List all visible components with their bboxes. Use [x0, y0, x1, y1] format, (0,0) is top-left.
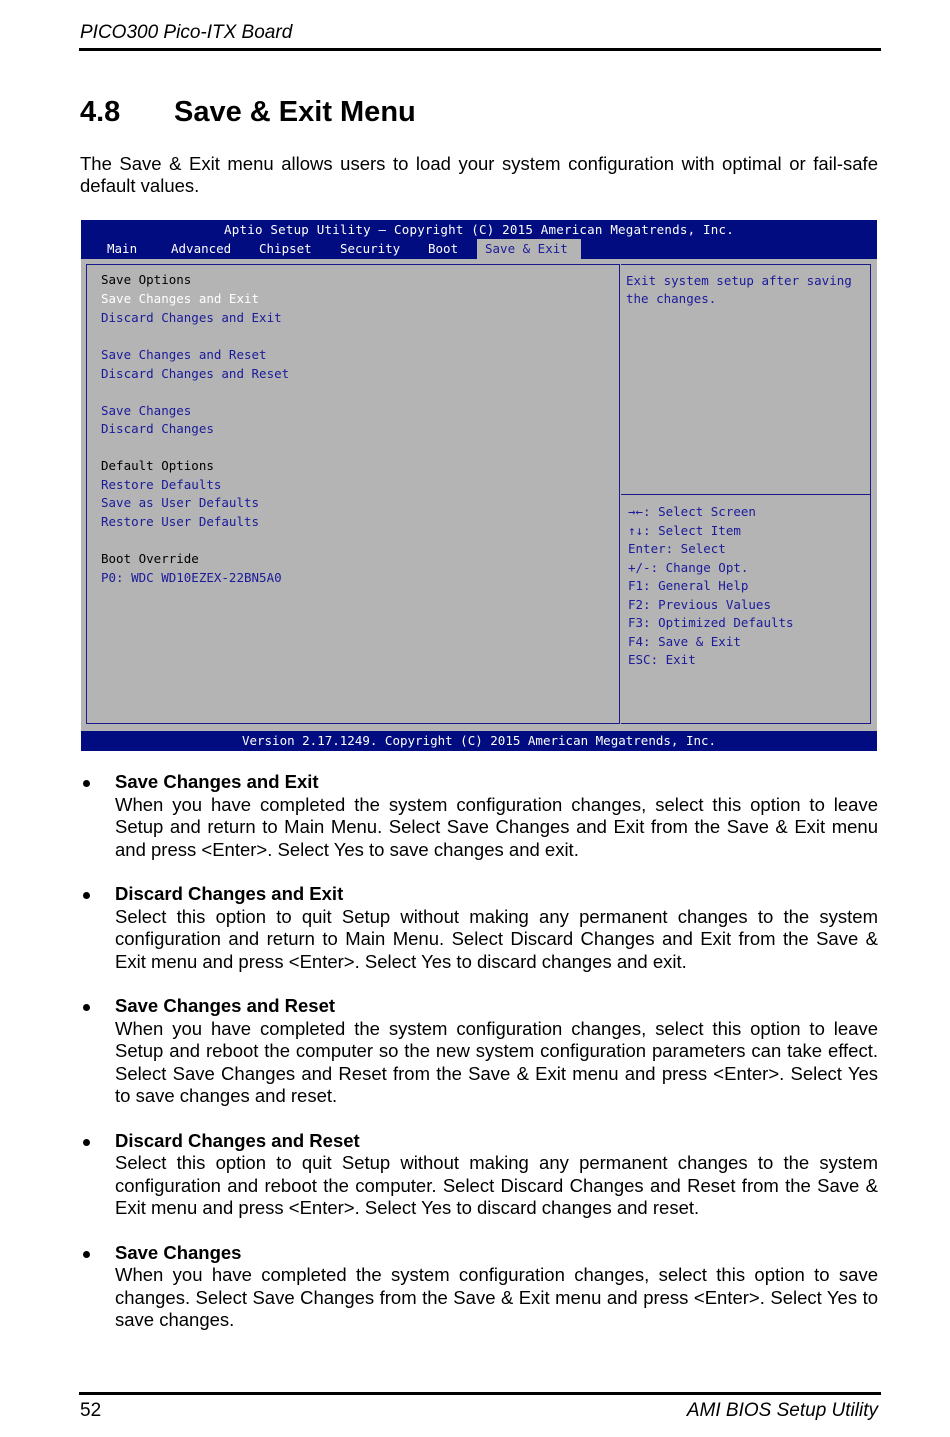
option-discard-changes[interactable]: Discard Changes: [101, 421, 214, 436]
list-item: [80, 771, 878, 861]
key-general-help: F1: General Help: [628, 578, 749, 593]
list-item: [80, 995, 878, 1108]
bios-screenshot: [81, 220, 877, 751]
running-header: PICO300 Pico-ITX Board: [80, 22, 293, 43]
option-discard-changes-and-reset[interactable]: Discard Changes and Reset: [101, 366, 290, 381]
header-rule: [79, 48, 881, 51]
option-boot-device[interactable]: P0: WDC WD10EZEX-22BN5A0: [101, 570, 282, 585]
key-previous-values: F2: Previous Values: [628, 597, 771, 612]
tab-boot[interactable]: Boot: [428, 241, 459, 256]
bios-title-bar: Aptio Setup Utility – Copyright (C) 2015 American Megatrends, Inc.: [81, 220, 877, 240]
key-optimized-defaults: F3: Optimized Defaults: [628, 615, 794, 630]
boot-override-header: Boot Override: [101, 551, 199, 566]
bullet-icon: [83, 1139, 90, 1146]
key-enter-select: Enter: Select: [628, 541, 726, 556]
running-footer: AMI BIOS Setup Utility: [686, 1400, 878, 1421]
tab-chipset[interactable]: Chipset: [259, 241, 312, 256]
bullet-icon: [83, 1251, 90, 1258]
bullet-text: When you have completed the system configuration changes, select this option to leave Setup and return to Main Menu. Select Save Changes and Exit from the Save & Exit menu and press <Enter>. Select Yes to save changes and exit.: [115, 793, 878, 860]
option-save-changes[interactable]: Save Changes: [101, 403, 192, 418]
help-text-line-2: the changes.: [626, 291, 717, 306]
bullet-title: Save Changes and Exit: [115, 771, 319, 792]
section-number: 4.8: [80, 96, 121, 128]
tab-main[interactable]: Main: [107, 241, 138, 256]
bullet-icon: [83, 780, 90, 787]
save-options-header: Save Options: [101, 272, 192, 287]
option-restore-user-defaults[interactable]: Restore User Defaults: [101, 514, 260, 529]
option-save-changes-and-reset[interactable]: Save Changes and Reset: [101, 347, 267, 362]
key-select-item: ↑↓: Select Item: [628, 523, 741, 538]
bullet-title: Save Changes and Reset: [115, 995, 336, 1016]
bullet-text: Select this option to quit Setup without making any permanent changes to the system configuration and return to Main Menu. Select Discard Changes and Exit from the Save & Exit menu and press <Enter>. Select Yes to discard changes and exit.: [115, 905, 878, 972]
bullet-title: Save Changes: [115, 1241, 242, 1263]
section-title: [80, 96, 416, 129]
footer-rule: [79, 1392, 881, 1395]
tab-security[interactable]: Security: [340, 241, 401, 256]
bullet-icon: [83, 892, 90, 899]
page-number: 52: [80, 1400, 102, 1421]
list-item: [80, 1130, 878, 1220]
option-descriptions: [80, 771, 878, 1354]
key-esc-exit: ESC: Exit: [628, 652, 696, 667]
intro-paragraph: The Save & Exit menu allows users to load your system configuration with optimal or fail-safe default values.: [80, 153, 878, 196]
option-save-changes-and-exit[interactable]: Save Changes and Exit: [101, 291, 260, 306]
bullet-title: Discard Changes and Exit: [115, 883, 344, 904]
section-title-text: Save & Exit Menu: [174, 96, 416, 128]
key-select-screen: →←: Select Screen: [628, 504, 756, 519]
bullet-text: When you have completed the system configuration changes, select this option to save changes. Select Save Changes from the Save & Exit menu and press <Enter>. Select Yes to save changes.: [115, 1264, 878, 1330]
bullet-text: When you have completed the system configuration changes, select this option to leave Setup and reboot the computer so the new system configuration parameters can take effect. Select Save Changes and Reset from the Save & Exit menu and press <Enter>. Select Yes to save changes and reset.: [115, 1017, 878, 1106]
bullet-text: Select this option to quit Setup without making any permanent changes to the system configuration and reboot the computer. Select Discard Changes and Reset from the Save & Exit menu and press <Enter>. Select Yes to discard changes and reset.: [115, 1152, 878, 1218]
bullet-title: Discard Changes and Reset: [115, 1129, 360, 1151]
help-text-line-1: Exit system setup after saving: [626, 273, 852, 288]
key-change-opt: +/-: Change Opt.: [628, 560, 749, 575]
list-item: [80, 883, 878, 973]
bios-version-bar: Version 2.17.1249. Copyright (C) 2015 American Megatrends, Inc.: [81, 731, 877, 751]
option-restore-defaults[interactable]: Restore Defaults: [101, 477, 222, 492]
bios-tab-bar: [81, 239, 877, 259]
list-item: [80, 1242, 878, 1332]
option-discard-changes-and-exit[interactable]: Discard Changes and Exit: [101, 310, 282, 325]
tab-advanced[interactable]: Advanced: [171, 241, 232, 256]
default-options-header: Default Options: [101, 458, 214, 473]
tab-save-exit[interactable]: Save & Exit: [477, 239, 581, 259]
bullet-icon: [83, 1004, 90, 1011]
option-save-as-user-defaults[interactable]: Save as User Defaults: [101, 495, 260, 510]
key-save-exit: F4: Save & Exit: [628, 634, 741, 649]
